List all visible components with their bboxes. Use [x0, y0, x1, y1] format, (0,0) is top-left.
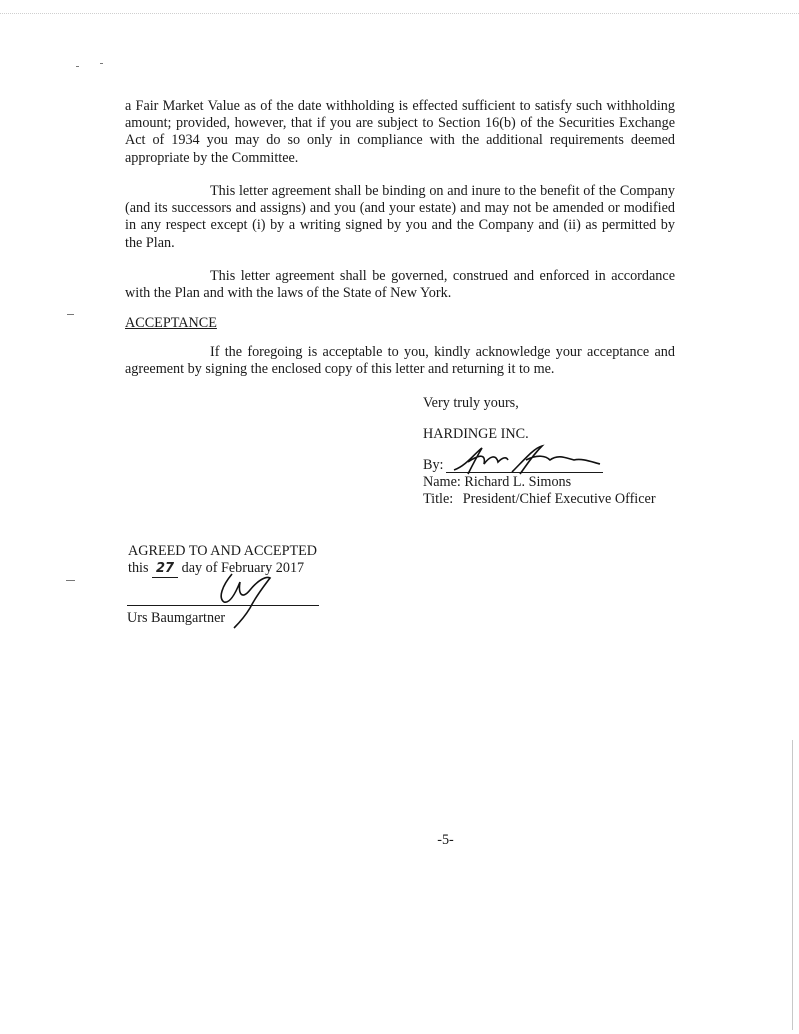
by-label: By: [423, 457, 444, 473]
paragraph-withholding: a Fair Market Value as of the date withholding is effected sufficient to satisfy such withholding amount; provided, however, that if you are subject to Section 16(b) of the Securities Exchange Act of 1934 you may do so only in compliance with the additional requirements deemed appropriate by the Committee. [125, 98, 675, 166]
paragraph-governing-law: This letter agreement shall be governed, construed and enforced in accordance with the Plan and with the laws of the State of New York. [125, 268, 675, 302]
title-label: Title: [423, 491, 454, 507]
name-label: Name: [423, 474, 461, 490]
scan-speck [100, 63, 103, 64]
scan-edge-top [0, 13, 799, 14]
signatory-title: President/Chief Executive Officer [462, 491, 656, 507]
acceptance-heading: ACCEPTANCE [125, 315, 217, 331]
employee-name: Urs Baumgartner [127, 610, 226, 626]
employee-signature-line [127, 605, 319, 606]
signatory-title-row [423, 491, 656, 508]
company-name: HARDINGE INC. [423, 426, 529, 442]
scan-edge-right [792, 740, 793, 1030]
page-number: -5- [437, 832, 454, 848]
handwritten-day: 27 [152, 560, 178, 578]
closing-line: Very truly yours, [423, 395, 519, 411]
paragraph-binding: This letter agreement shall be binding on and inure to the benefit of the Company (and its successors and assigns) and you (and your estate) and may not be amended or modified in any respect except (i) by a writing signed by you and the Company and (ii) as permitted by the Plan. [125, 183, 675, 251]
scan-speck [67, 314, 74, 315]
day-of-text: day of February 2017 [181, 560, 305, 576]
acceptance-paragraph: If the foregoing is acceptable to you, kindly acknowledge your acceptance and agreement by signing the enclosed copy of this letter and returning it to me. [125, 344, 675, 378]
scan-speck [76, 66, 79, 67]
signatory-name: Richard L. Simons [464, 474, 572, 490]
scan-speck [66, 580, 75, 581]
signatory-name-row [423, 474, 571, 491]
agreed-heading: AGREED TO AND ACCEPTED [128, 543, 318, 559]
this-label: this [128, 560, 149, 576]
